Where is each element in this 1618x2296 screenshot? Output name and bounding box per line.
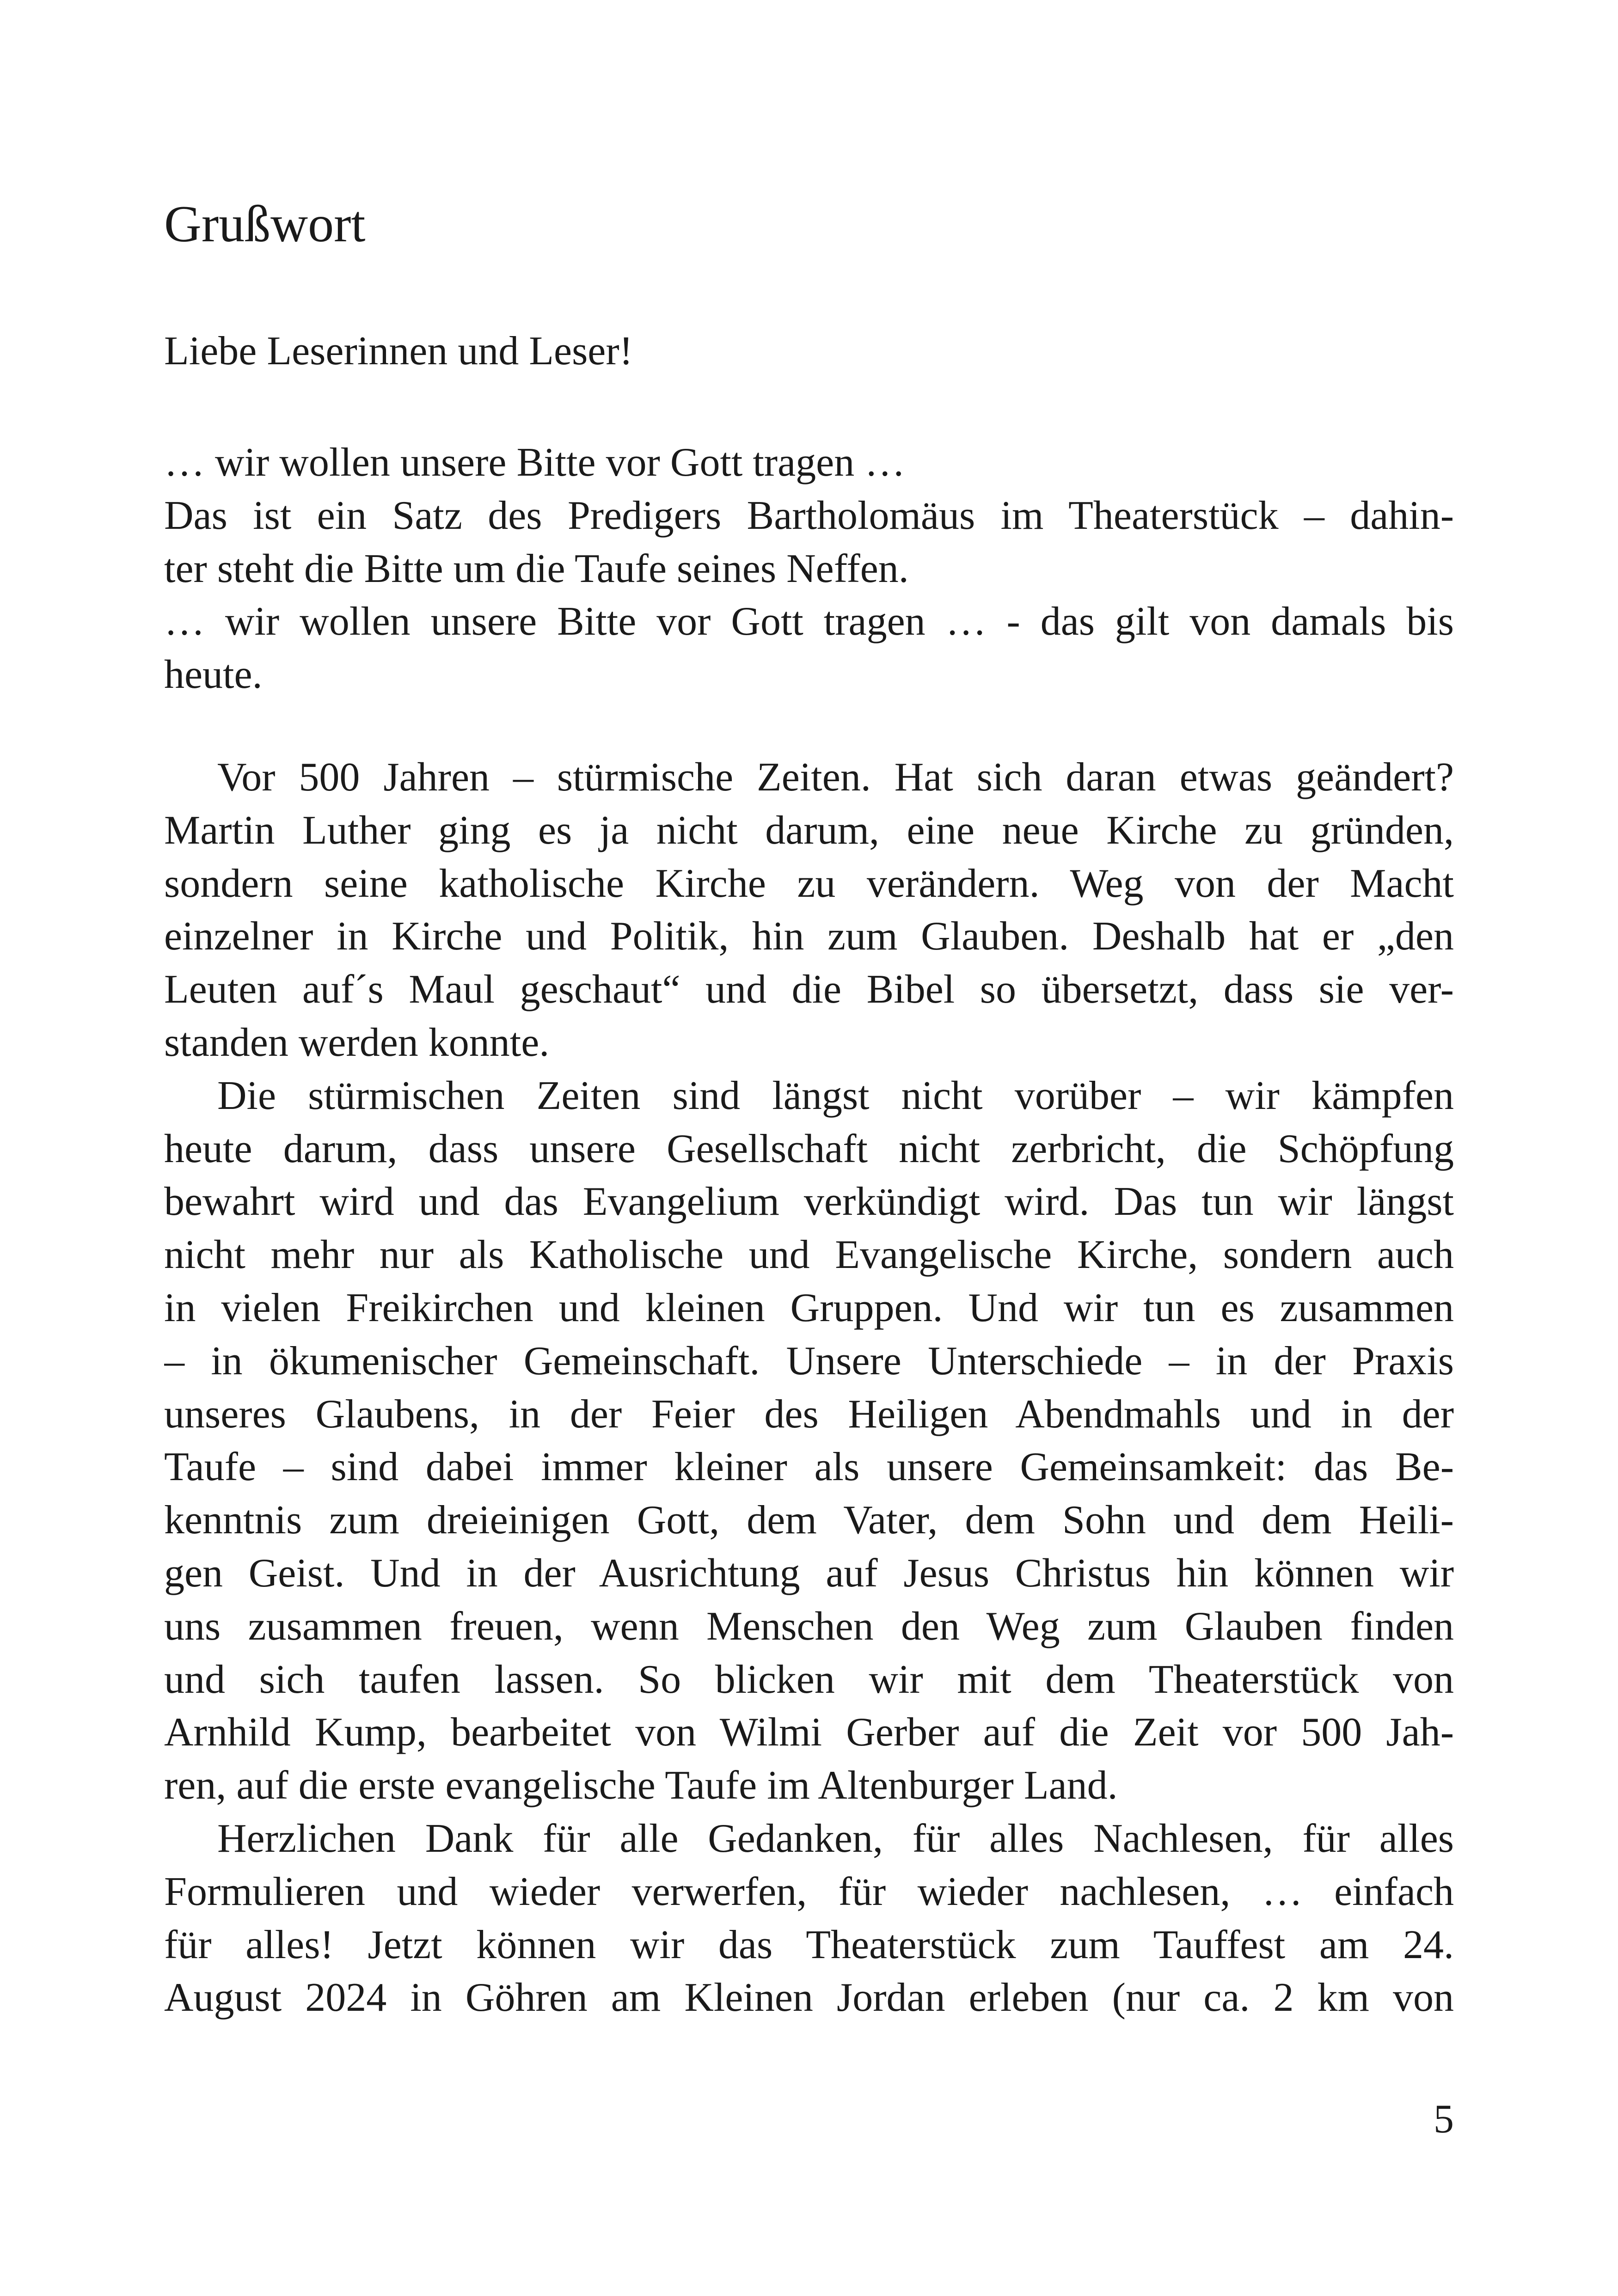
text-line: … wir wollen unsere Bitte vor Gott tragen … - das gilt von damals bis <box>164 599 1454 644</box>
text-line: August 2024 in Göhren am Kleinen Jordan erleben (nur ca. 2 km von <box>164 1975 1454 2020</box>
intro-paragraph <box>164 436 1454 702</box>
document-page <box>164 0 1454 2296</box>
text-line: Martin Luther ging es ja nicht darum, eine neue Kirche zu gründen, <box>164 808 1454 853</box>
text-line: kenntnis zum dreieinigen Gott, dem Vater, dem Sohn und dem Heili- <box>164 1498 1454 1543</box>
text-line: sondern seine katholische Kirche zu verändern. Weg von der Macht <box>164 861 1454 906</box>
text-line: – in ökumenischer Gemeinschaft. Unsere Unterschiede – in der Praxis <box>164 1338 1454 1384</box>
text-line: Das ist ein Satz des Predigers Bartholomäus im Theaterstück – dahin- <box>164 493 1454 538</box>
text-line: ter steht die Bitte um die Taufe seines Neffen. <box>164 546 909 591</box>
text-line: in vielen Freikirchen und kleinen Gruppen. Und wir tun es zusammen <box>164 1285 1454 1330</box>
text-line: Taufe – sind dabei immer kleiner als unsere Gemeinsamkeit: das Be- <box>164 1445 1454 1490</box>
text-line: standen werden konnte. <box>164 1020 550 1065</box>
text-line: bewahrt wird und das Evangelium verkündigt wird. Das tun wir längst <box>164 1179 1454 1225</box>
text-line: Leuten auf´s Maul geschaut“ und die Bibel so übersetzt, dass sie ver- <box>164 967 1454 1012</box>
text-line: Arnhild Kump, bearbeitet von Wilmi Gerber auf die Zeit vor 500 Jah- <box>164 1710 1454 1755</box>
page-number: 5 <box>1434 2097 1454 2142</box>
text-line: unseres Glaubens, in der Feier des Heiligen Abendmahls und in der <box>164 1391 1454 1437</box>
salutation: Liebe Leserinnen und Leser! <box>164 329 633 373</box>
text-line: einzelner in Kirche und Politik, hin zum Glauben. Deshalb hat er „den <box>164 914 1454 959</box>
text-line: Vor 500 Jahren – stürmische Zeiten. Hat sich daran etwas geändert? <box>217 755 1454 800</box>
text-line: nicht mehr nur als Katholische und Evangelische Kirche, sondern auch <box>164 1232 1454 1278</box>
text-line: und sich taufen lassen. So blicken wir mit dem Theaterstück von <box>164 1657 1454 1702</box>
text-line: Die stürmischen Zeiten sind längst nicht vorüber – wir kämpfen <box>217 1073 1454 1118</box>
page-title: Grußwort <box>164 196 366 253</box>
text-line: heute darum, dass unsere Gesellschaft nicht zerbricht, die Schöpfung <box>164 1126 1454 1171</box>
text-line: heute. <box>164 652 263 698</box>
text-line: gen Geist. Und in der Ausrichtung auf Jesus Christus hin können wir <box>164 1550 1454 1596</box>
text-line: Herzlichen Dank für alle Gedanken, für alles Nachlesen, für alles <box>217 1816 1454 1861</box>
text-line: für alles! Jetzt können wir das Theaterstück zum Tauffest am 24. <box>164 1922 1454 1967</box>
text-line: ren, auf die erste evangelische Taufe im Altenburger Land. <box>164 1763 1118 1808</box>
body-paragraphs <box>164 751 1454 2025</box>
text-line: … wir wollen unsere Bitte vor Gott tragen … <box>164 440 906 485</box>
text-line: Formulieren und wieder verwerfen, für wieder nachlesen, … einfach <box>164 1869 1454 1914</box>
text-line: uns zusammen freuen, wenn Menschen den Weg zum Glauben finden <box>164 1604 1454 1649</box>
